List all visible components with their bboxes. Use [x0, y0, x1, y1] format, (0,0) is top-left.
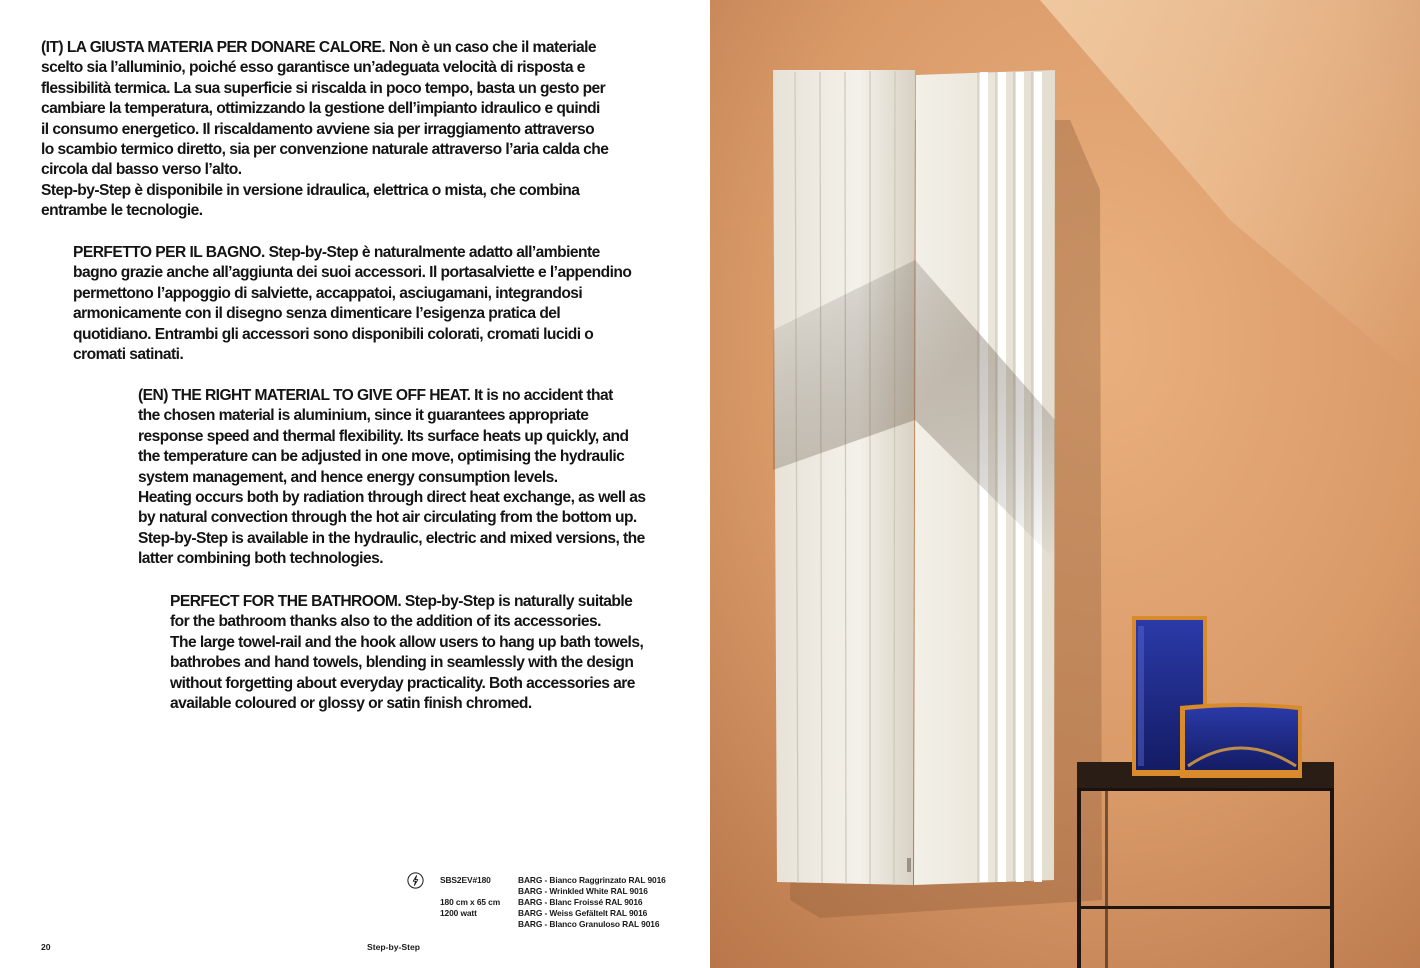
text-line: quotidiano. Entrambi gli accessori sono disponibili colorati, cromati lucidi o — [73, 325, 594, 343]
italian-material-paragraph — [41, 38, 681, 222]
page-number: 20 — [41, 942, 51, 952]
finish-item: BARG - Blanco Granuloso RAL 9016 — [518, 919, 660, 929]
text-line: Heating occurs both by radiation through direct heat exchange, as well as — [138, 489, 646, 507]
radiator-scene — [710, 0, 1420, 968]
text-line: latter combining both technologies. — [138, 550, 383, 568]
text-line: the temperature can be adjusted in one move, optimising the hydraulic — [138, 448, 625, 466]
text-line: without forgetting about everyday practicality. Both accessories are — [170, 674, 635, 692]
finish-item: BARG - Weiss Gefältelt RAL 9016 — [518, 908, 648, 918]
finish-item: BARG - Wrinkled White RAL 9016 — [518, 886, 648, 896]
text-line: (EN) THE RIGHT MATERIAL TO GIVE OFF HEAT. It is no accident that — [138, 387, 613, 404]
text-line: PERFETTO PER IL BAGNO. Step-by-Step è naturalmente adatto all’ambiente — [73, 244, 600, 261]
product-photo — [710, 0, 1420, 968]
model-dimensions — [440, 897, 500, 919]
text-line: for the bathroom thanks also to the addition of its accessories. — [170, 613, 601, 631]
text-line: il consumo energetico. Il riscaldamento avviene sia per irraggiamento attraverso — [41, 120, 595, 138]
glass-vase-short — [1180, 703, 1302, 778]
text-line: entrambe le tecnologie. — [41, 202, 203, 220]
text-line: lo scambio termico diretto, sia per convenzione naturale attraverso l’aria calda che — [41, 141, 609, 159]
dimensions-value: 180 cm x 65 cm — [440, 897, 501, 907]
finish-item: BARG - Bianco Raggrinzato RAL 9016 — [518, 875, 666, 885]
english-material-paragraph — [138, 386, 698, 570]
text-line: by natural convection through the hot air circulating from the bottom up. — [138, 509, 637, 527]
text-line: (IT) LA GIUSTA MATERIA PER DONARE CALORE. Non è un caso che il materiale — [41, 39, 597, 56]
text-line: scelto sia l’alluminio, poiché esso garantisce un’adeguata velocità di risposta e — [41, 59, 585, 77]
finish-list — [518, 875, 666, 930]
model-code: SBS2EV#180 — [440, 875, 491, 885]
text-line: circola dal basso verso l’alto. — [41, 161, 242, 179]
radiator-valve — [907, 858, 911, 872]
text-line: available coloured or glossy or satin finish chromed. — [170, 695, 532, 713]
text-line: cambiare la temperatura, ottimizzando la gestione dell’impianto idraulico e quindi — [41, 100, 600, 118]
text-line: bathrobes and hand towels, blending in seamlessly with the design — [170, 654, 634, 672]
text-line: system management, and hence energy consumption levels. — [138, 468, 558, 486]
text-line: permettono l’appoggio di salviette, accappatoi, asciugamani, integrandosi — [73, 284, 583, 302]
text-line: Step-by-Step is available in the hydraulic, electric and mixed versions, the — [138, 529, 645, 547]
text-line: PERFECT FOR THE BATHROOM. Step-by-Step is naturally suitable — [170, 593, 633, 610]
text-line: the chosen material is aluminium, since it guarantees appropriate — [138, 407, 589, 425]
italian-bathroom-paragraph — [73, 243, 693, 365]
text-line: flessibilità termica. La sua superficie si riscalda in poco tempo, basta un gesto per — [41, 79, 606, 97]
text-line: cromati satinati. — [73, 346, 184, 364]
english-bathroom-paragraph — [170, 592, 690, 714]
running-title: Step-by-Step — [367, 942, 420, 952]
text-line: response speed and thermal flexibility. Its surface heats up quickly, and — [138, 427, 629, 445]
text-line: Step-by-Step è disponibile in versione idraulica, elettrica o mista, che combina — [41, 181, 580, 199]
power-value: 1200 watt — [440, 908, 477, 918]
electric-bolt-icon — [407, 872, 424, 889]
text-line: armonicamente con il disegno senza dimenticare l’esigenza pratica del — [73, 305, 561, 323]
text-line: bagno grazie anche all’aggiunta dei suoi accessori. Il portasalviette e l’appendino — [73, 264, 632, 282]
text-line: The large towel-rail and the hook allow users to hang up bath towels, — [170, 633, 644, 651]
radiator-left-panel — [773, 70, 915, 885]
finish-item: BARG - Blanc Froissé RAL 9016 — [518, 897, 643, 907]
